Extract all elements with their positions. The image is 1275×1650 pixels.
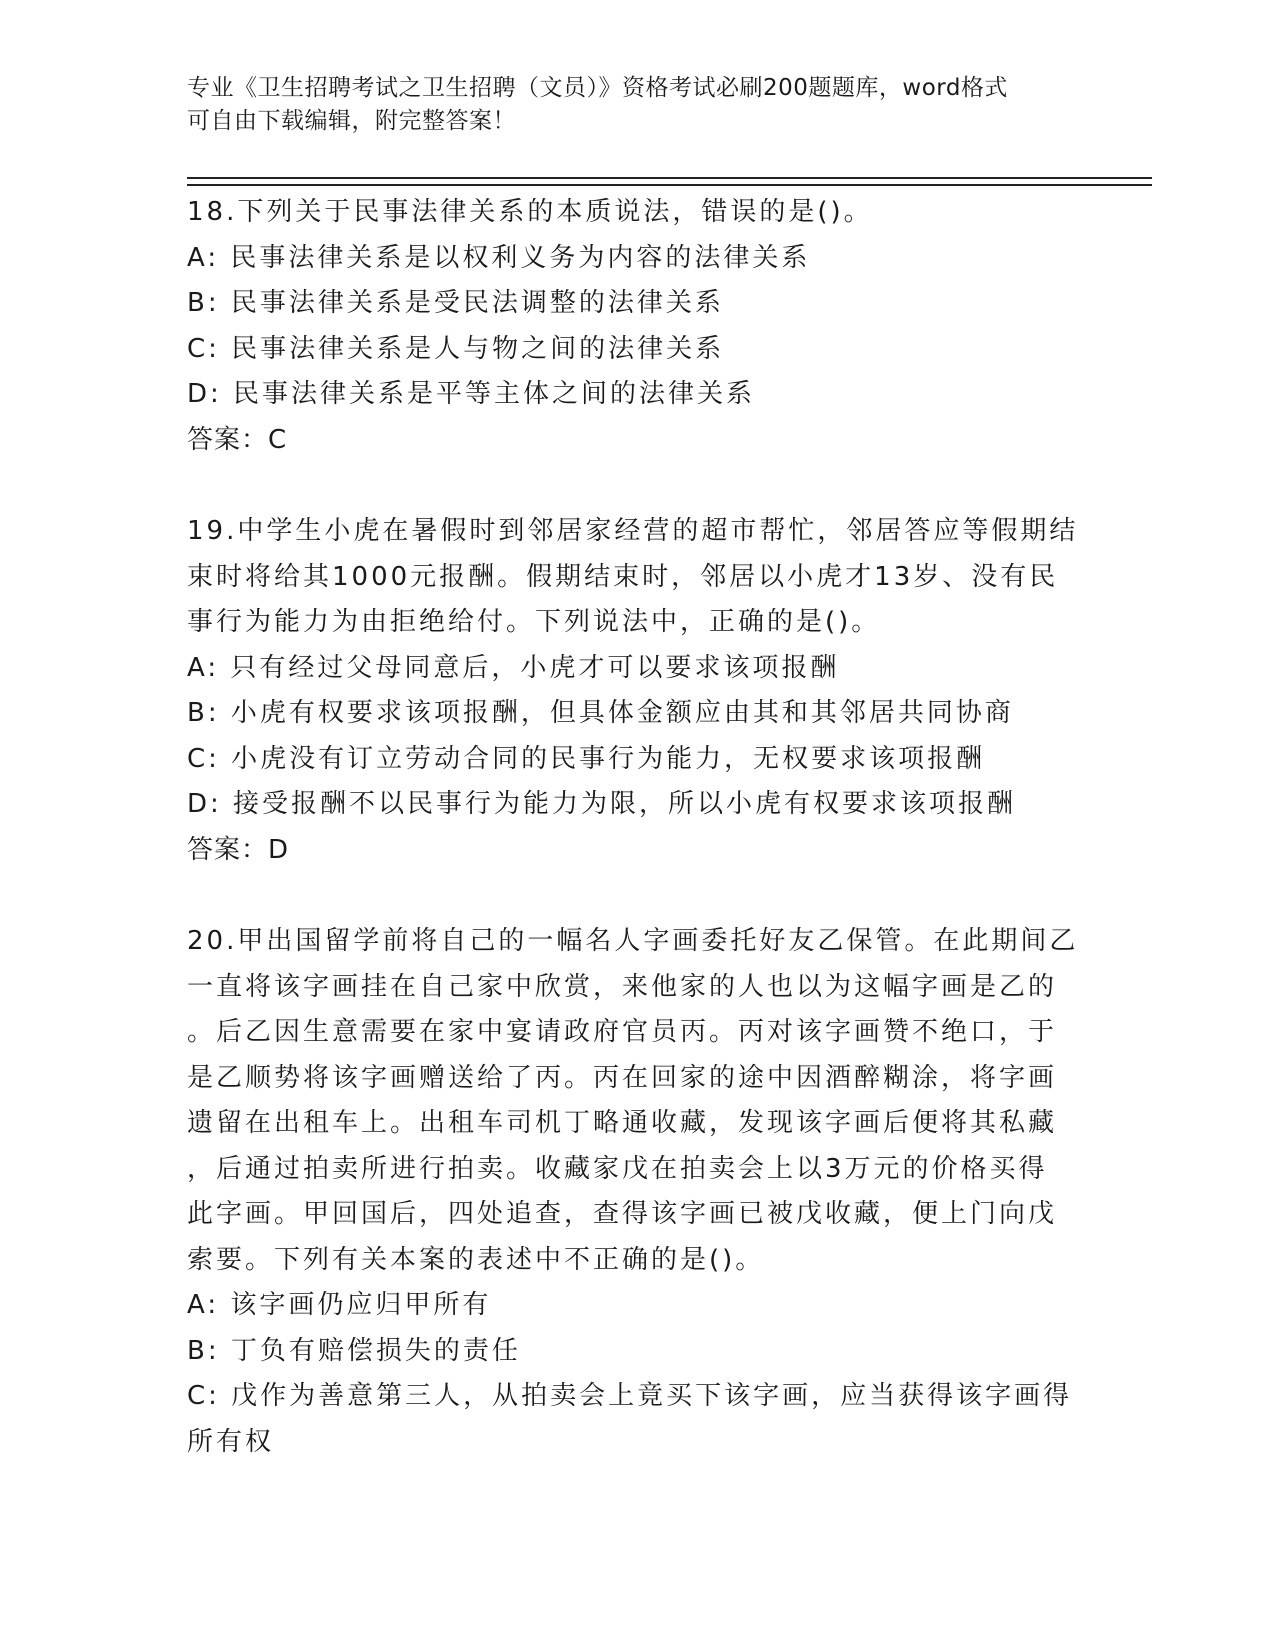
question-20 xyxy=(187,919,1087,1465)
spacer xyxy=(187,873,1087,919)
question-stem-line: ，后通过拍卖所进行拍卖。收藏家戊在拍卖会上以3万元的价格买得 xyxy=(187,1153,1048,1184)
option-d: D: 接受报酬不以民事行为能力为限，所以小虎有权要求该项报酬 xyxy=(187,789,1017,819)
question-stem-line: 此字画。甲回国后，四处追查，查得该字画已被戊收藏，便上门向戊 xyxy=(187,1199,1058,1229)
option-b: B: 丁负有赔偿损失的责任 xyxy=(187,1335,521,1366)
question-18 xyxy=(187,190,1087,463)
question-stem-line: 18.下列关于民事法律关系的本质说法，错误的是()。 xyxy=(187,197,873,227)
header-line-1: 专业《卫生招聘考试之卫生招聘（文员）》资格考试必刷200题题库，word格式 xyxy=(187,75,1008,101)
question-stem-line: 束时将给其1000元报酬。假期结束时，邻居以小虎才13岁、没有民 xyxy=(187,561,1059,592)
option-c: C: 小虎没有订立劳动合同的民事行为能力，无权要求该项报酬 xyxy=(187,743,986,774)
option-d: D: 民事法律关系是平等主体之间的法律关系 xyxy=(187,379,756,409)
header-line-2: 可自由下载编辑，附完整答案！ xyxy=(187,108,516,134)
question-19 xyxy=(187,509,1087,873)
option-b: B: 小虎有权要求该项报酬，但具体金额应由其和其邻居共同协商 xyxy=(187,698,1014,728)
question-stem-line: 一直将该字画挂在自己家中欣赏，来他家的人也以为这幅字画是乙的 xyxy=(187,971,1058,1002)
option-a: A: 民事法律关系是以权利义务为内容的法律关系 xyxy=(187,242,811,273)
option-c-continuation: 所有权 xyxy=(187,1426,275,1457)
option-c: C: 民事法律关系是人与物之间的法律关系 xyxy=(187,333,725,364)
question-stem-line: 19.中学生小虎在暑假时到邻居家经营的超市帮忙，邻居答应等假期结 xyxy=(187,516,1079,546)
question-stem-line: 索要。下列有关本案的表述中不正确的是()。 xyxy=(187,1244,765,1275)
spacer xyxy=(187,463,1087,509)
question-list xyxy=(187,190,1087,1465)
answer: 答案：D xyxy=(187,834,290,865)
header-rule-top xyxy=(187,177,1152,179)
question-stem-line: 事行为能力为由拒绝给付。下列说法中，正确的是()。 xyxy=(187,607,881,637)
question-stem-line: 是乙顺势将该字画赠送给了丙。丙在回家的途中因酒醉糊涂，将字画 xyxy=(187,1062,1058,1093)
option-b: B: 民事法律关系是受民法调整的法律关系 xyxy=(187,288,724,318)
header-rule-bottom xyxy=(187,184,1152,186)
option-a: A: 该字画仍应归甲所有 xyxy=(187,1290,492,1320)
document-header xyxy=(187,72,1067,138)
question-stem-line: 遗留在出租车上。出租车司机丁略通收藏，发现该字画后便将其私藏 xyxy=(187,1108,1058,1138)
answer: 答案：C xyxy=(187,424,288,455)
option-a: A: 只有经过父母同意后，小虎才可以要求该项报酬 xyxy=(187,652,840,683)
question-stem-line: 20.甲出国留学前将自己的一幅名人字画委托好友乙保管。在此期间乙 xyxy=(187,926,1079,956)
option-c: C: 戊作为善意第三人，从拍卖会上竟买下该字画，应当获得该字画得 xyxy=(187,1381,1073,1411)
question-stem-line: 。后乙因生意需要在家中宴请政府官员丙。丙对该字画赞不绝口，于 xyxy=(187,1017,1058,1047)
